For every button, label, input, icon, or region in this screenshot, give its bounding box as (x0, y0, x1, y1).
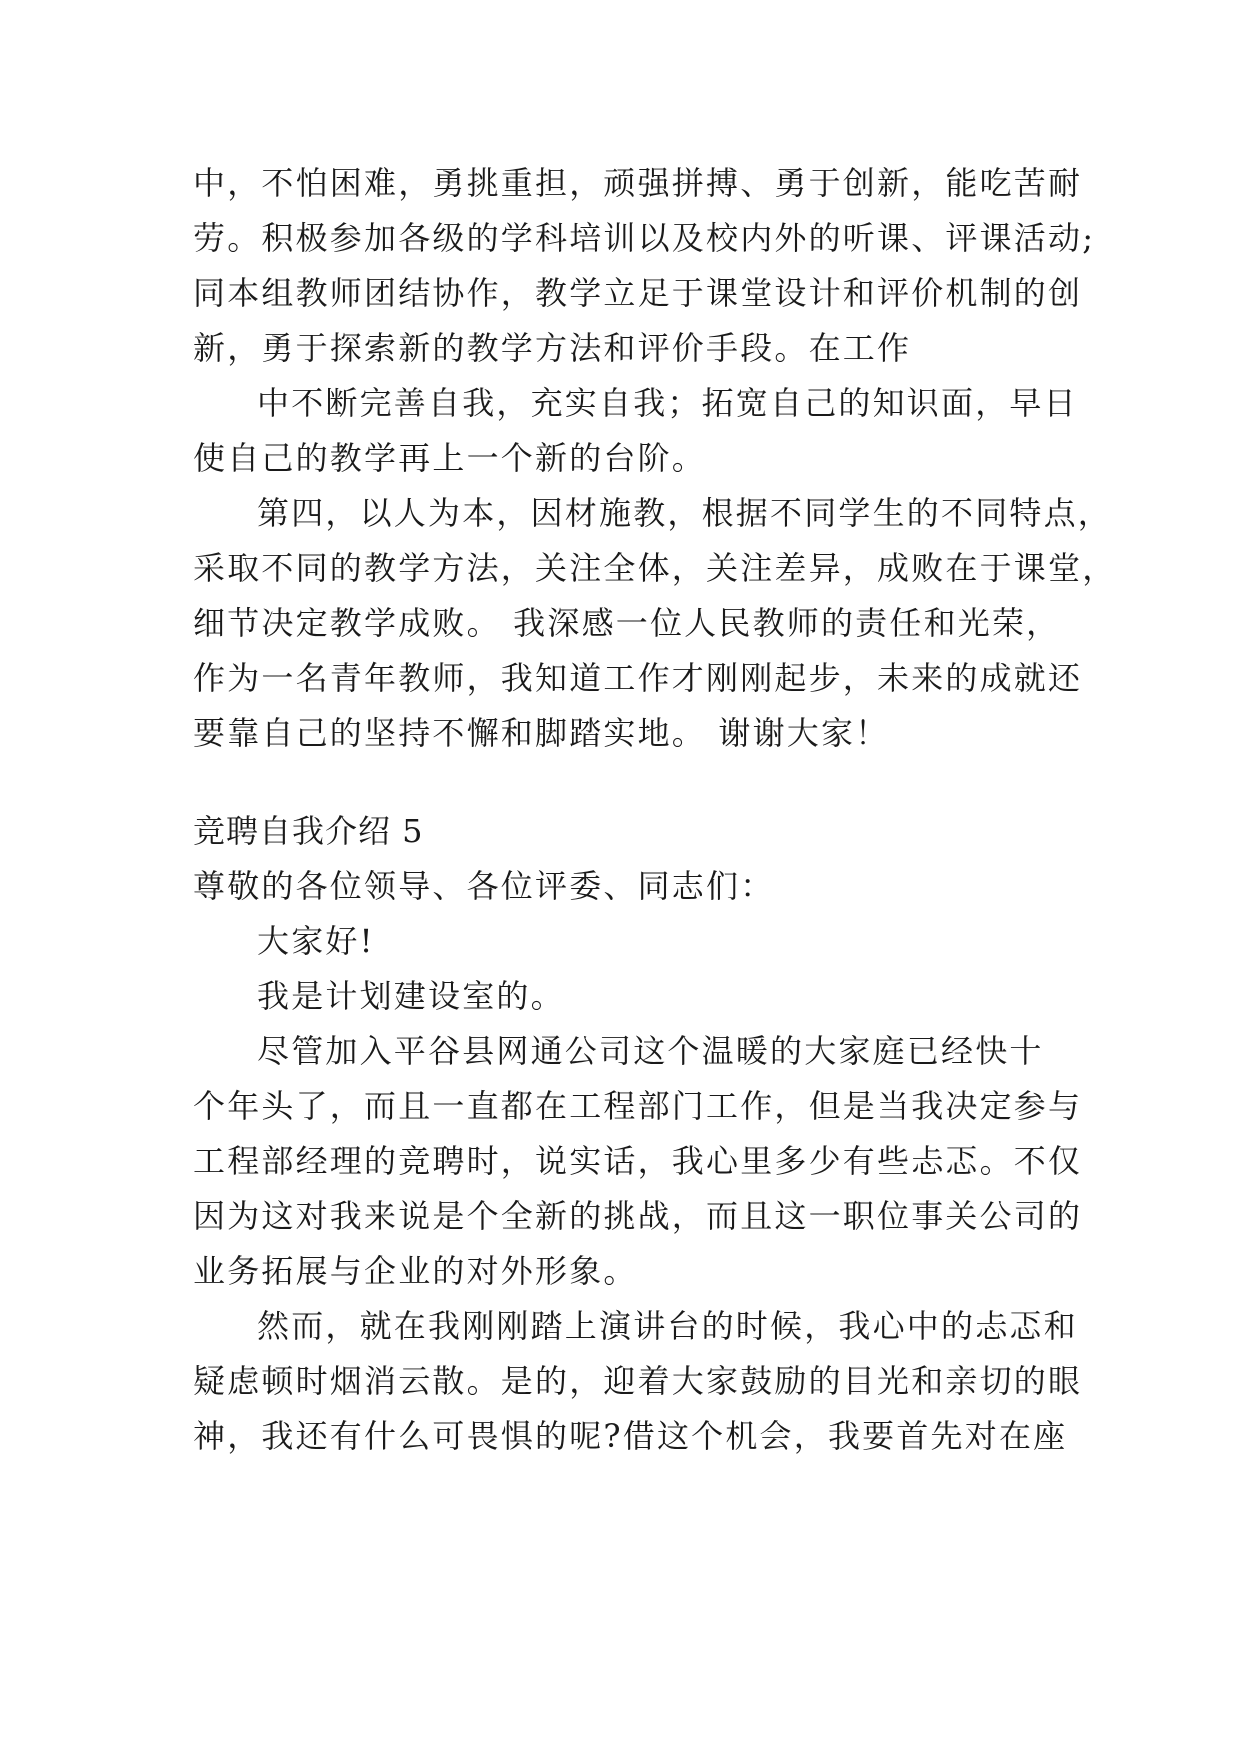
text-line: 神，我还有什么可畏惧的呢?借这个机会，我要首先对在座 (193, 1417, 1068, 1455)
text-line: 然而，就在我刚刚踏上演讲台的时候，我心中的忐忑和 (257, 1307, 1078, 1345)
text-line: 作为一名青年教师，我知道工作才刚刚起步，未来的成就还 (193, 659, 1083, 697)
text-line: 大家好! (257, 922, 375, 960)
text-line: 中，不怕困难，勇挑重担，顽强拼搏、勇于创新，能吃苦耐 (193, 164, 1083, 202)
salutation: 尊敬的各位领导、各位评委、同志们： (193, 867, 775, 905)
text-line: 业务拓展与企业的对外形象。 (193, 1252, 638, 1290)
text-line: 个年头了，而且一直都在工程部门工作，但是当我决定参与 (193, 1087, 1083, 1125)
text-line: 同本组教师团结协作，教学立足于课堂设计和评价机制的创 (193, 274, 1083, 312)
text-line: 工程部经理的竞聘时，说实话，我心里多少有些忐忑。不仅 (193, 1142, 1083, 1180)
text-line: 细节决定教学成败。 我深感一位人民教师的责任和光荣， (193, 604, 1061, 642)
text-line: 第四，以人为本，因材施教，根据不同学生的不同特点， (257, 494, 1113, 532)
text-line: 新，勇于探索新的教学方法和评价手段。在工作 (193, 329, 912, 367)
text-line: 劳。积极参加各级的学科培训以及校内外的听课、评课活动; (193, 219, 1096, 257)
text-line: 尽管加入平谷县网通公司这个温暖的大家庭已经快十 (257, 1032, 1044, 1070)
text-line: 使自己的教学再上一个新的台阶。 (193, 439, 707, 477)
text-line: 我是计划建设室的。 (257, 977, 565, 1015)
text-line: 疑虑顿时烟消云散。是的，迎着大家鼓励的目光和亲切的眼 (193, 1362, 1083, 1400)
text-line: 采取不同的教学方法，关注全体，关注差异，成败在于课堂， (193, 549, 1117, 587)
text-line: 中不断完善自我，充实自我；拓宽自己的知识面，早日 (257, 384, 1078, 422)
text-line: 因为这对我来说是个全新的挑战，而且这一职位事关公司的 (193, 1197, 1083, 1235)
section-heading: 竞聘自我介绍 5 (193, 812, 424, 850)
text-line: 要靠自己的坚持不懈和脚踏实地。 谢谢大家！ (193, 714, 890, 752)
